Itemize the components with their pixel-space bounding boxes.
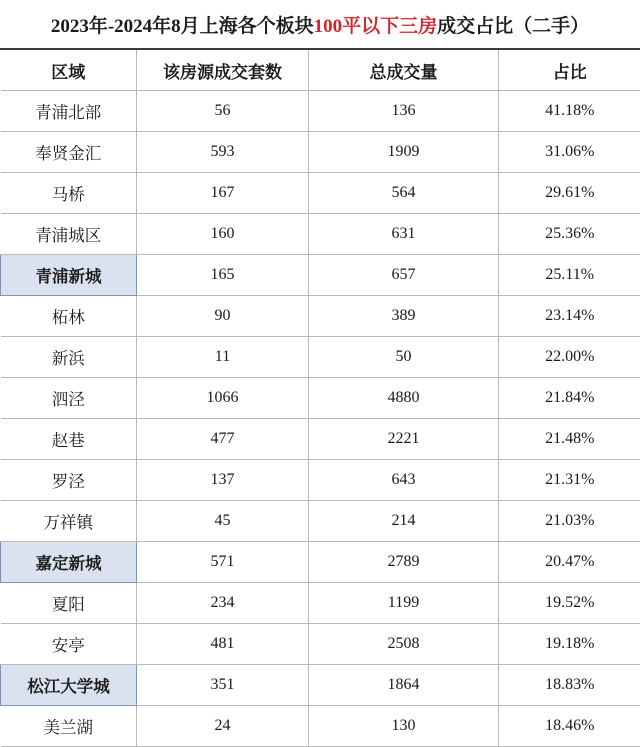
table-row (1, 378, 640, 419)
page-title (51, 11, 589, 38)
cell-region: 安亭 (1, 624, 137, 665)
cell-ratio: 20.47% (499, 542, 640, 583)
cell-deals: 137 (137, 460, 309, 501)
cell-deals: 165 (137, 255, 309, 296)
cell-total: 136 (309, 91, 499, 132)
table-row (1, 665, 640, 706)
column-header-total: 总成交量 (309, 50, 499, 91)
cell-region: 赵巷 (1, 419, 137, 460)
cell-region: 柘林 (1, 296, 137, 337)
cell-total: 2789 (309, 542, 499, 583)
cell-region: 青浦北部 (1, 91, 137, 132)
cell-ratio: 31.06% (499, 132, 640, 173)
cell-ratio: 41.18% (499, 91, 640, 132)
cell-deals: 167 (137, 173, 309, 214)
cell-deals: 477 (137, 419, 309, 460)
table-row (1, 214, 640, 255)
cell-total: 564 (309, 173, 499, 214)
table-row (1, 460, 640, 501)
table-row (1, 583, 640, 624)
cell-deals: 351 (137, 665, 309, 706)
table-row (1, 419, 640, 460)
cell-region: 罗泾 (1, 460, 137, 501)
cell-ratio: 25.36% (499, 214, 640, 255)
cell-ratio: 19.52% (499, 583, 640, 624)
cell-ratio: 25.11% (499, 255, 640, 296)
cell-ratio: 21.03% (499, 501, 640, 542)
cell-total: 214 (309, 501, 499, 542)
table-header (1, 50, 640, 91)
cell-ratio: 19.18% (499, 624, 640, 665)
table-row (1, 296, 640, 337)
column-header-region: 区域 (1, 50, 137, 91)
column-header-deals: 该房源成交套数 (137, 50, 309, 91)
table-header-row (1, 50, 640, 91)
cell-region: 嘉定新城 (1, 542, 137, 583)
cell-deals: 11 (137, 337, 309, 378)
cell-total: 1864 (309, 665, 499, 706)
cell-total: 2221 (309, 419, 499, 460)
table-row (1, 501, 640, 542)
cell-ratio: 18.83% (499, 665, 640, 706)
cell-deals: 593 (137, 132, 309, 173)
cell-ratio: 21.84% (499, 378, 640, 419)
cell-region: 青浦新城 (1, 255, 137, 296)
cell-region: 马桥 (1, 173, 137, 214)
title-highlight: 100平以下三房 (314, 16, 438, 37)
cell-total: 50 (309, 337, 499, 378)
cell-ratio: 18.46% (499, 706, 640, 747)
cell-total: 1909 (309, 132, 499, 173)
title-prefix: 2023年-2024年8月上海各个板块 (51, 16, 314, 37)
cell-ratio: 21.31% (499, 460, 640, 501)
cell-deals: 1066 (137, 378, 309, 419)
cell-total: 1199 (309, 583, 499, 624)
cell-deals: 571 (137, 542, 309, 583)
cell-region: 美兰湖 (1, 706, 137, 747)
table-row (1, 337, 640, 378)
cell-total: 130 (309, 706, 499, 747)
cell-ratio: 23.14% (499, 296, 640, 337)
cell-total: 4880 (309, 378, 499, 419)
cell-deals: 90 (137, 296, 309, 337)
table-row (1, 173, 640, 214)
data-table (0, 50, 640, 747)
cell-region: 泗泾 (1, 378, 137, 419)
cell-ratio: 29.61% (499, 173, 640, 214)
cell-deals: 45 (137, 501, 309, 542)
cell-deals: 24 (137, 706, 309, 747)
table-row (1, 132, 640, 173)
cell-total: 631 (309, 214, 499, 255)
table-row (1, 624, 640, 665)
title-suffix: 成交占比（二手） (437, 16, 589, 37)
cell-total: 657 (309, 255, 499, 296)
cell-region: 奉贤金汇 (1, 132, 137, 173)
table-row (1, 542, 640, 583)
cell-region: 松江大学城 (1, 665, 137, 706)
column-header-ratio: 占比 (499, 50, 640, 91)
cell-deals: 234 (137, 583, 309, 624)
table-row (1, 706, 640, 747)
cell-region: 夏阳 (1, 583, 137, 624)
cell-ratio: 21.48% (499, 419, 640, 460)
cell-region: 新浜 (1, 337, 137, 378)
document-title-bar (0, 0, 640, 50)
cell-total: 389 (309, 296, 499, 337)
cell-ratio: 22.00% (499, 337, 640, 378)
cell-deals: 56 (137, 91, 309, 132)
cell-region: 青浦城区 (1, 214, 137, 255)
cell-deals: 160 (137, 214, 309, 255)
table-body (1, 91, 640, 747)
table-row (1, 91, 640, 132)
cell-total: 2508 (309, 624, 499, 665)
table-row (1, 255, 640, 296)
cell-region: 万祥镇 (1, 501, 137, 542)
cell-total: 643 (309, 460, 499, 501)
cell-deals: 481 (137, 624, 309, 665)
